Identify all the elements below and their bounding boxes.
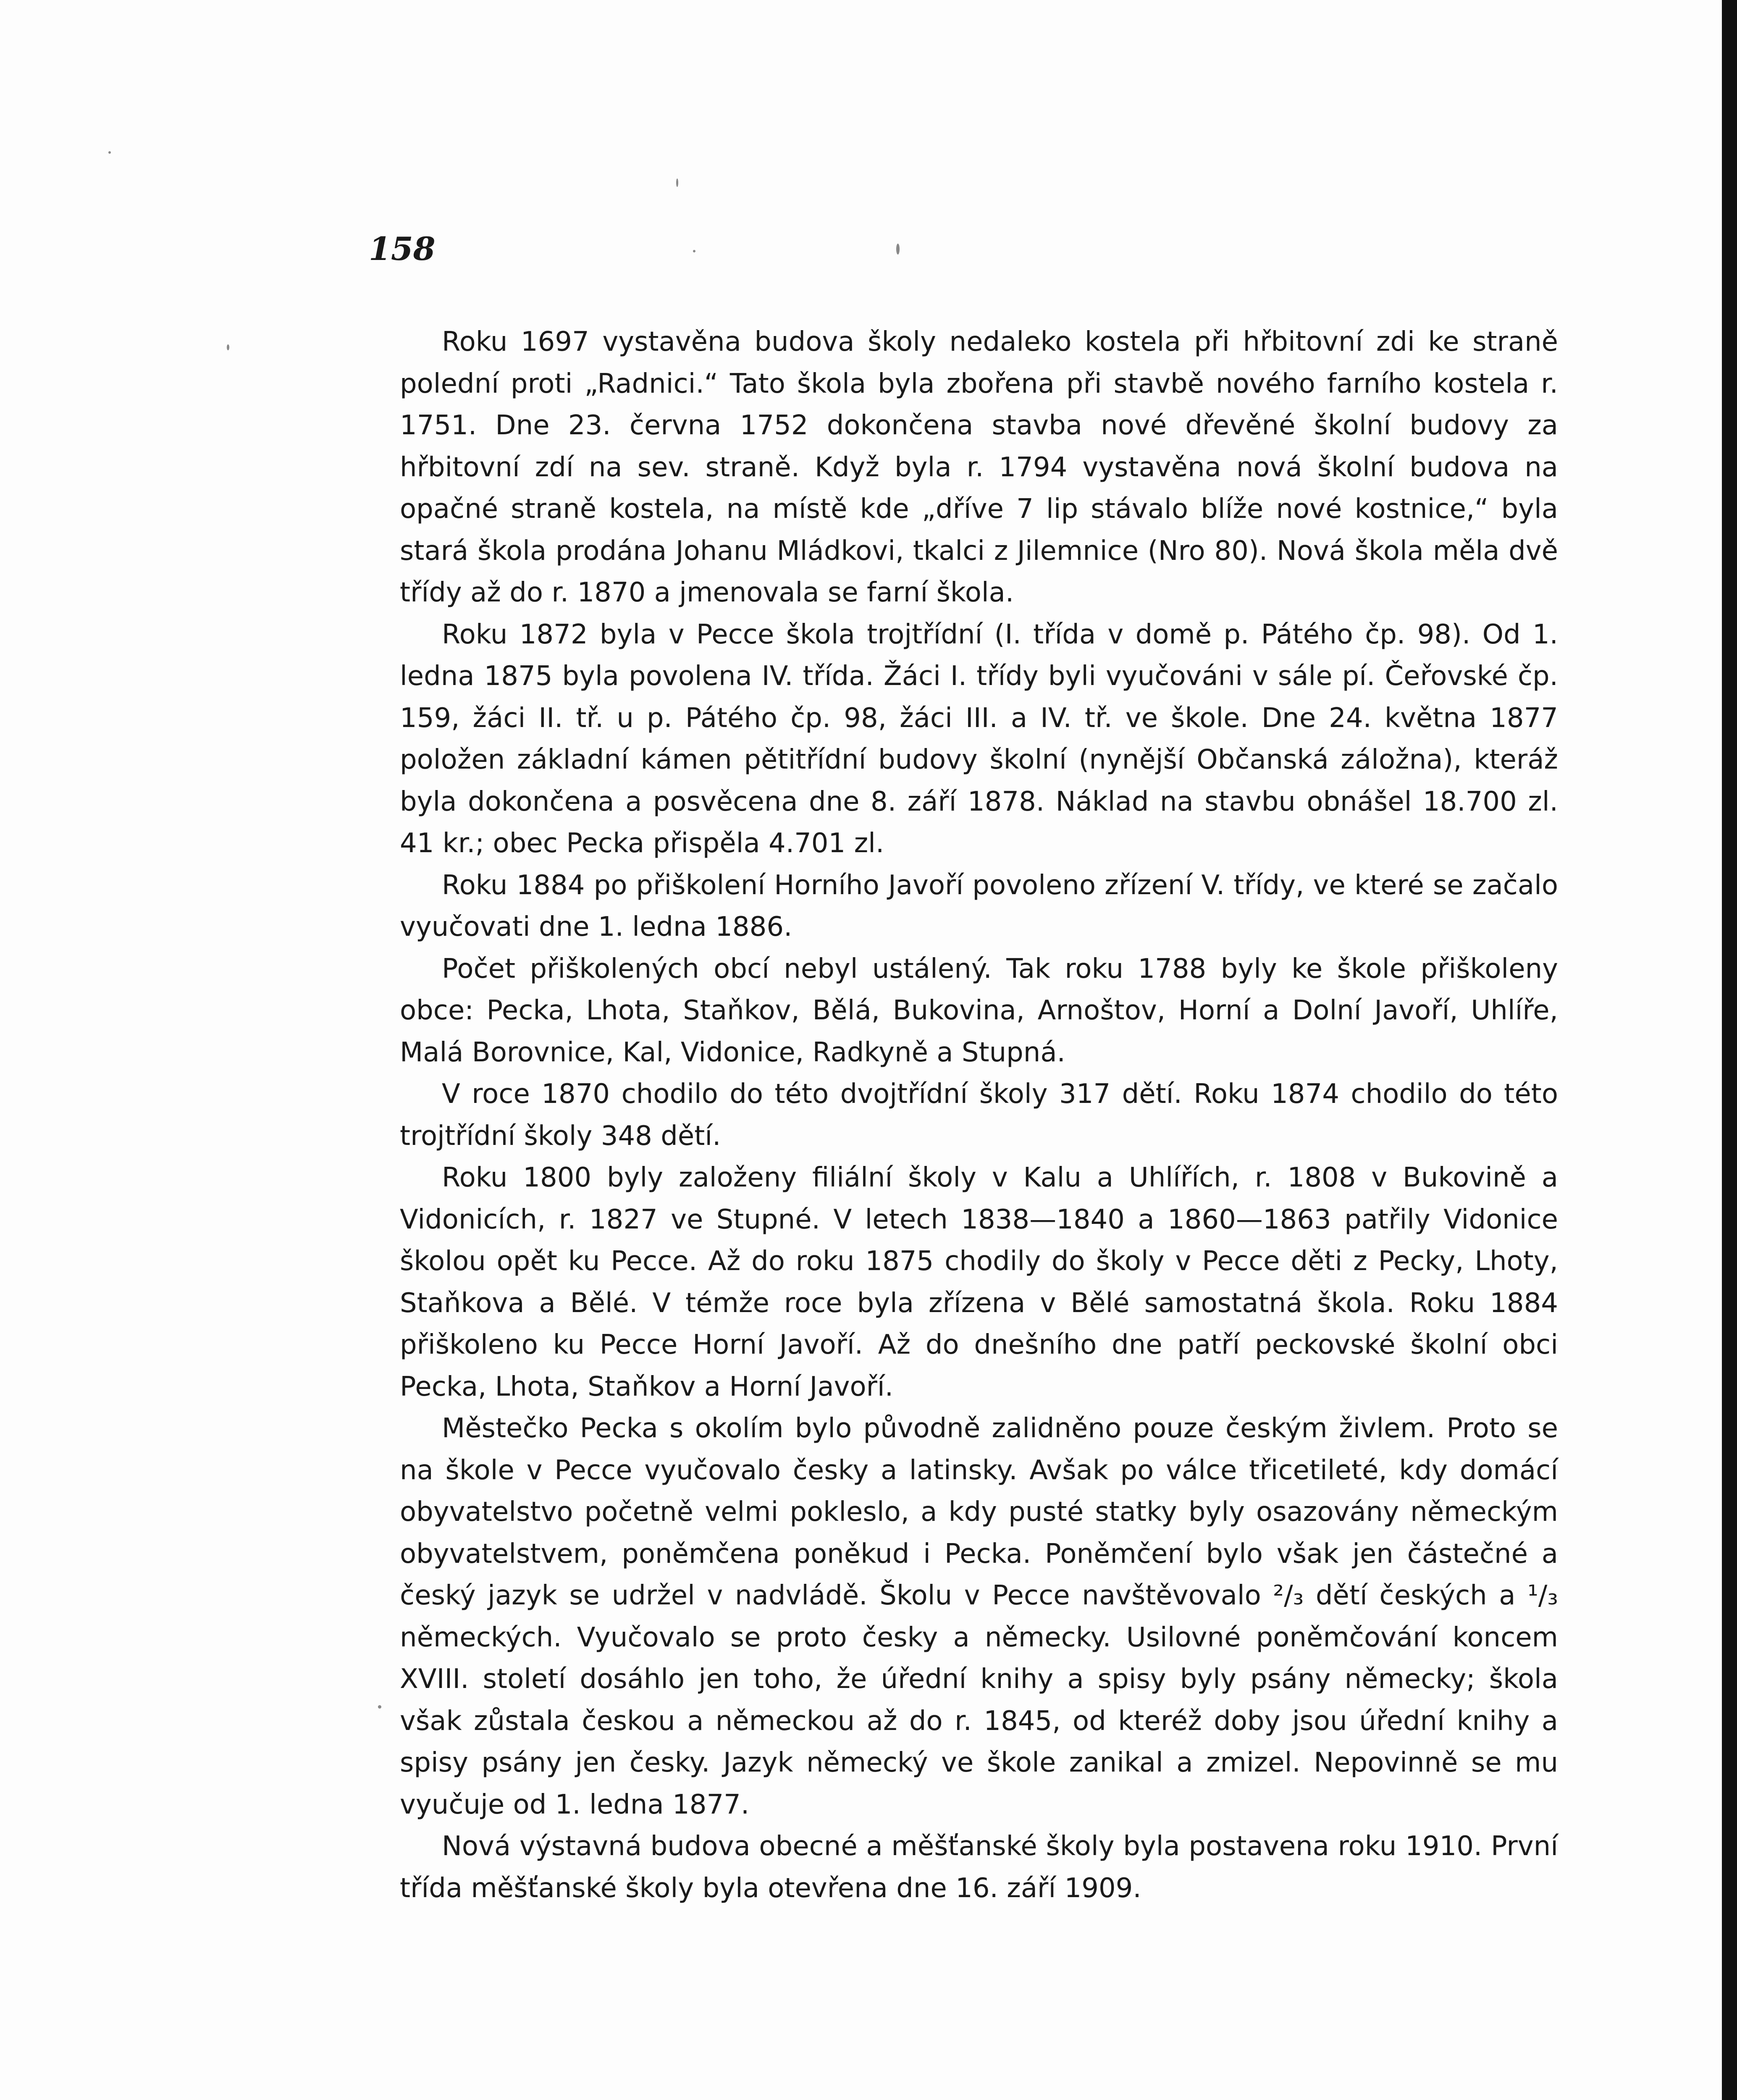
scan-edge — [1722, 0, 1737, 2100]
paper-speck — [227, 344, 229, 350]
paper-speck — [108, 151, 111, 154]
paper-speck — [693, 250, 695, 252]
paper-speck — [676, 178, 678, 187]
paragraph: V roce 1870 chodilo do této dvojtřídní školy 317 dětí. Roku 1874 chodilo do této trojtřídní školy 348 dětí. — [400, 1079, 1558, 1152]
paper-speck — [378, 1705, 381, 1709]
paragraph: Počet přiškolených obcí nebyl ustálený. Tak roku 1788 byly ke škole přiškoleny obce: Pecka, Lhota, Staňkov, Bělá, Bukovina, Arnoštov, Horní a Dolní Javoří, Uhlíře, Malá Borovnice, Kal, Vidonice, Radkyně a Stupná. — [400, 953, 1558, 1068]
page-number: 158 — [369, 230, 436, 268]
paragraph: Roku 1697 vystavěna budova školy nedaleko kostela při hřbitovní zdi ke straně polední proti „Radnici.“ Tato škola byla zbořena při stavbě nového farního kostela r. 1751. Dne 23. června 1752 dokončena stavba nové dřevěné školní budovy za hřbitovní zdí na sev. straně. Když byla r. 1794 vystavěna nová školní budova na opačné straně kostela, na místě kde „dříve 7 lip stávalo blíže nové kostnice,“ byla stará škola prodána Johanu Mládkovi, tkalci z Jilemnice (Nro 80). Nová škola měla dvě třídy až do r. 1870 a jmenovala se farní škola. — [400, 326, 1558, 608]
paragraph: Nová výstavná budova obecné a měšťanské školy byla postavena roku 1910. První třída měšťanské školy byla otevřena dne 16. září 1909. — [400, 1831, 1558, 1904]
body-text — [400, 321, 1558, 1909]
paragraph: Městečko Pecka s okolím bylo původně zalidněno pouze českým živlem. Proto se na škole v Pecce vyučovalo česky a latinsky. Avšak po válce třicetileté, kdy domácí obyvatelstvo početně velmi pokleslo, a kdy pusté statky byly osazovány německým obyvatelstvem, poněmčena poněkud i Pecka. Poněmčení bylo však jen částečné a český jazyk se udržel v nadvládě. Školu v Pecce navštěvovalo ²/₃ dětí českých a ¹/₃ německých. Vyučovalo se proto česky a německy. Usilovné poněmčování koncem XVIII. století dosáhlo jen toho, že úřední knihy a spisy byly psány německy; škola však zůstala českou a německou až do r. 1845, od kteréž doby jsou úřední knihy a spisy psány jen česky. Jazyk německý ve škole zanikal a zmizel. Nepovinně se mu vyučuje od 1. ledna 1877. — [400, 1413, 1558, 1820]
paragraph: Roku 1872 byla v Pecce škola trojtřídní (I. třída v domě p. Pátého čp. 98). Od 1. ledna 1875 byla povolena IV. třída. Žáci I. třídy byli vyučováni v sále pí. Čeřovské čp. 159, žáci II. tř. u p. Pátého čp. 98, žáci III. a IV. tř. ve škole. Dne 24. května 1877 položen základní kámen pětitřídní budovy školní (nynější Občanská záložna), kteráž byla dokončena a posvěcena dne 8. září 1878. Náklad na stavbu obnášel 18.700 zl. 41 kr.; obec Pecka přispěla 4.701 zl. — [400, 619, 1558, 859]
paragraph: Roku 1884 po přiškolení Horního Javoří povoleno zřízení V. třídy, ve které se začalo vyučovati dne 1. ledna 1886. — [400, 869, 1558, 942]
paper-speck — [896, 244, 900, 255]
paragraph: Roku 1800 byly založeny filiální školy v Kalu a Uhlířích, r. 1808 v Bukovině a Vidonicích, r. 1827 ve Stupné. V letech 1838—1840 a 1860—1863 patřily Vidonice školou opět ku Pecce. Až do roku 1875 chodily do školy v Pecce děti z Pecky, Lhoty, Staňkova a Bělé. V témže roce byla zřízena v Bělé samostatná škola. Roku 1884 přiškoleno ku Pecce Horní Javoří. Až do dnešního dne patří peckovské školní obci Pecka, Lhota, Staňkov a Horní Javoří. — [400, 1162, 1558, 1402]
